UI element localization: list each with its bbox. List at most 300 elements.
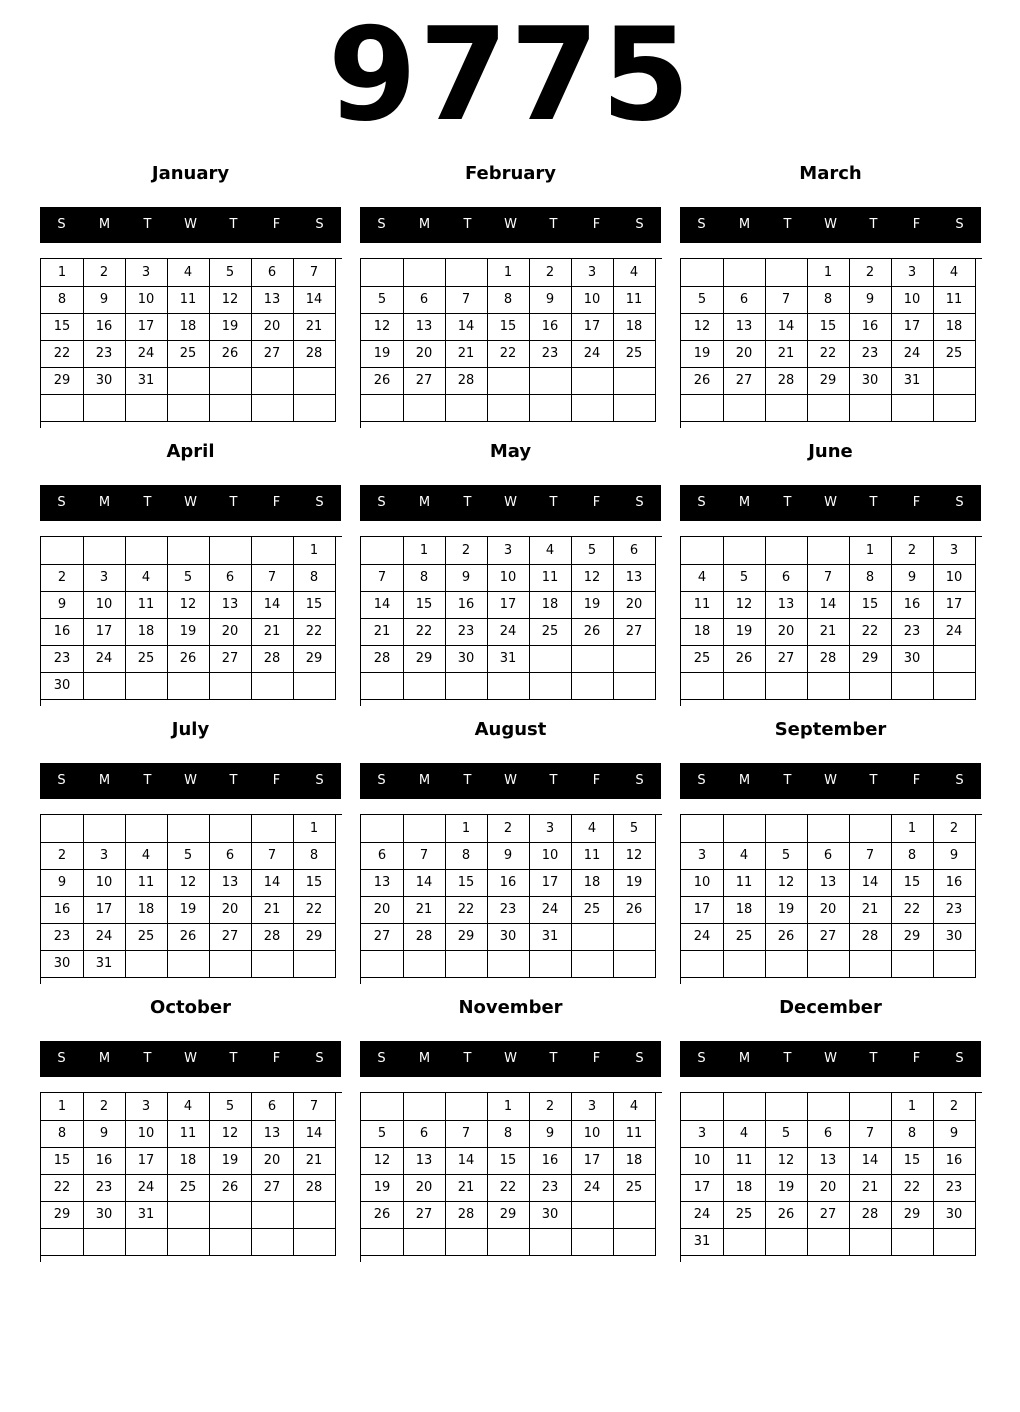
- empty-cell: [41, 537, 84, 565]
- day-cell: 8: [403, 564, 446, 592]
- day-cell: 13: [403, 313, 446, 341]
- day-cell: 13: [807, 1147, 850, 1175]
- day-cell: 8: [293, 564, 336, 592]
- day-cell: 11: [723, 1147, 766, 1175]
- day-cell: 22: [849, 618, 892, 646]
- day-cell: 21: [293, 313, 336, 341]
- day-cell: 1: [891, 815, 934, 843]
- empty-cell: [293, 672, 336, 700]
- empty-cell: [167, 1201, 210, 1229]
- day-cell: 16: [891, 591, 934, 619]
- day-cell: 7: [807, 564, 850, 592]
- day-cell: 15: [849, 591, 892, 619]
- day-cell: 19: [765, 896, 808, 924]
- weekday-label: S: [57, 495, 66, 510]
- month-march: [680, 159, 981, 429]
- day-cell: 29: [293, 923, 336, 951]
- day-cell: 1: [807, 259, 850, 287]
- day-cell: 21: [251, 896, 294, 924]
- day-cell: 9: [83, 1120, 126, 1148]
- weekday-label: T: [229, 217, 238, 232]
- weekday-label: W: [184, 217, 197, 232]
- day-cell: 30: [41, 950, 84, 978]
- day-cell: 20: [251, 1147, 294, 1175]
- day-cell: 16: [933, 1147, 976, 1175]
- weekday-label: F: [272, 217, 281, 232]
- day-cell: 7: [251, 564, 294, 592]
- day-cell: 3: [681, 842, 724, 870]
- empty-cell: [571, 950, 614, 978]
- day-cell: 28: [293, 340, 336, 368]
- empty-cell: [167, 537, 210, 565]
- day-cell: 12: [613, 842, 656, 870]
- day-cell: 26: [361, 1201, 404, 1229]
- weekday-label: S: [315, 217, 324, 232]
- empty-cell: [765, 1228, 808, 1256]
- day-cell: 5: [765, 842, 808, 870]
- day-cell: 31: [83, 950, 126, 978]
- empty-cell: [83, 1228, 126, 1256]
- day-cell: 10: [529, 842, 572, 870]
- day-cell: 26: [209, 1174, 252, 1202]
- weekday-label: T: [463, 1051, 472, 1066]
- month-november: [360, 993, 661, 1263]
- empty-cell: [681, 950, 724, 978]
- empty-cell: [361, 815, 404, 843]
- day-cell: 14: [445, 313, 488, 341]
- day-cell: 21: [445, 1174, 488, 1202]
- empty-cell: [613, 367, 656, 395]
- weekday-label: T: [549, 217, 558, 232]
- day-grid: [40, 814, 342, 984]
- weekday-label: F: [592, 773, 601, 788]
- day-cell: 9: [529, 286, 572, 314]
- day-cell: 25: [681, 645, 724, 673]
- empty-cell: [445, 672, 488, 700]
- weekday-label: S: [377, 1051, 386, 1066]
- day-cell: 8: [807, 286, 850, 314]
- day-cell: 13: [807, 869, 850, 897]
- weekday-label: W: [824, 1051, 837, 1066]
- day-cell: 26: [209, 340, 252, 368]
- day-cell: 14: [403, 869, 446, 897]
- month-name: November: [458, 997, 563, 1018]
- empty-cell: [445, 1093, 488, 1121]
- day-cell: 1: [891, 1093, 934, 1121]
- day-cell: 20: [807, 1174, 850, 1202]
- day-cell: 18: [571, 869, 614, 897]
- empty-cell: [681, 394, 724, 422]
- empty-cell: [723, 1228, 766, 1256]
- day-cell: 7: [361, 564, 404, 592]
- day-cell: 17: [571, 1147, 614, 1175]
- day-grid: [360, 258, 662, 428]
- day-cell: 21: [807, 618, 850, 646]
- day-cell: 27: [403, 367, 446, 395]
- empty-cell: [529, 672, 572, 700]
- empty-cell: [723, 537, 766, 565]
- day-cell: 17: [891, 313, 934, 341]
- empty-cell: [933, 367, 976, 395]
- day-cell: 23: [41, 923, 84, 951]
- empty-cell: [723, 1093, 766, 1121]
- day-cell: 29: [807, 367, 850, 395]
- empty-cell: [445, 259, 488, 287]
- empty-cell: [251, 672, 294, 700]
- empty-cell: [209, 950, 252, 978]
- day-cell: 5: [681, 286, 724, 314]
- day-cell: 24: [83, 645, 126, 673]
- day-cell: 17: [571, 313, 614, 341]
- weekday-label: S: [315, 495, 324, 510]
- empty-cell: [487, 394, 530, 422]
- empty-cell: [125, 1228, 168, 1256]
- day-grid: [680, 1092, 982, 1262]
- weekday-header: [360, 485, 661, 521]
- empty-cell: [723, 259, 766, 287]
- day-cell: 23: [41, 645, 84, 673]
- day-cell: 28: [293, 1174, 336, 1202]
- day-cell: 25: [613, 340, 656, 368]
- day-cell: 28: [849, 923, 892, 951]
- day-cell: 26: [167, 923, 210, 951]
- day-cell: 14: [251, 869, 294, 897]
- day-cell: 4: [125, 842, 168, 870]
- empty-cell: [849, 1228, 892, 1256]
- empty-cell: [723, 394, 766, 422]
- empty-cell: [681, 537, 724, 565]
- empty-cell: [529, 367, 572, 395]
- day-cell: 26: [681, 367, 724, 395]
- empty-cell: [361, 394, 404, 422]
- day-cell: 4: [723, 1120, 766, 1148]
- day-cell: 31: [125, 367, 168, 395]
- day-cell: 27: [613, 618, 656, 646]
- day-cell: 5: [765, 1120, 808, 1148]
- day-cell: 13: [765, 591, 808, 619]
- day-cell: 23: [529, 1174, 572, 1202]
- empty-cell: [613, 394, 656, 422]
- day-cell: 20: [807, 896, 850, 924]
- day-cell: 10: [83, 591, 126, 619]
- day-cell: 30: [891, 645, 934, 673]
- day-cell: 19: [765, 1174, 808, 1202]
- day-cell: 30: [849, 367, 892, 395]
- empty-cell: [167, 950, 210, 978]
- empty-cell: [891, 1228, 934, 1256]
- day-cell: 15: [41, 1147, 84, 1175]
- day-grid: [40, 258, 342, 428]
- empty-cell: [765, 950, 808, 978]
- weekday-label: W: [184, 495, 197, 510]
- empty-cell: [487, 367, 530, 395]
- weekday-label: T: [549, 495, 558, 510]
- day-cell: 6: [403, 1120, 446, 1148]
- weekday-header: [40, 1041, 341, 1077]
- day-cell: 30: [445, 645, 488, 673]
- weekday-label: T: [463, 773, 472, 788]
- weekday-label: W: [504, 217, 517, 232]
- day-cell: 18: [529, 591, 572, 619]
- day-cell: 6: [361, 842, 404, 870]
- day-cell: 12: [361, 1147, 404, 1175]
- empty-cell: [681, 259, 724, 287]
- weekday-label: M: [738, 217, 751, 232]
- empty-cell: [807, 1093, 850, 1121]
- weekday-label: W: [824, 217, 837, 232]
- weekday-label: F: [272, 1051, 281, 1066]
- weekday-label: F: [592, 1051, 601, 1066]
- day-cell: 20: [403, 1174, 446, 1202]
- day-cell: 27: [251, 1174, 294, 1202]
- weekday-label: W: [824, 773, 837, 788]
- empty-cell: [933, 950, 976, 978]
- day-cell: 16: [41, 896, 84, 924]
- day-cell: 19: [361, 1174, 404, 1202]
- day-cell: 27: [209, 923, 252, 951]
- day-cell: 5: [167, 842, 210, 870]
- day-cell: 2: [529, 259, 572, 287]
- empty-cell: [251, 1228, 294, 1256]
- weekday-label: T: [143, 217, 152, 232]
- day-cell: 2: [41, 564, 84, 592]
- day-cell: 9: [41, 591, 84, 619]
- empty-cell: [361, 259, 404, 287]
- empty-cell: [209, 672, 252, 700]
- day-cell: 9: [849, 286, 892, 314]
- empty-cell: [293, 1228, 336, 1256]
- day-cell: 28: [251, 923, 294, 951]
- day-cell: 1: [41, 259, 84, 287]
- day-cell: 14: [849, 869, 892, 897]
- empty-cell: [933, 645, 976, 673]
- day-cell: 12: [209, 286, 252, 314]
- empty-cell: [933, 1228, 976, 1256]
- day-cell: 9: [41, 869, 84, 897]
- day-cell: 30: [83, 367, 126, 395]
- day-cell: 22: [807, 340, 850, 368]
- day-cell: 5: [209, 1093, 252, 1121]
- month-name: April: [166, 441, 215, 462]
- weekday-label: S: [955, 217, 964, 232]
- day-cell: 12: [167, 869, 210, 897]
- day-cell: 30: [933, 923, 976, 951]
- month-july: [40, 715, 341, 985]
- day-cell: 19: [723, 618, 766, 646]
- day-cell: 8: [849, 564, 892, 592]
- day-cell: 10: [571, 1120, 614, 1148]
- weekday-label: M: [98, 495, 111, 510]
- day-cell: 23: [933, 896, 976, 924]
- empty-cell: [293, 950, 336, 978]
- month-august: [360, 715, 661, 985]
- weekday-label: S: [315, 1051, 324, 1066]
- empty-cell: [529, 394, 572, 422]
- day-cell: 7: [445, 1120, 488, 1148]
- day-cell: 17: [487, 591, 530, 619]
- empty-cell: [765, 1093, 808, 1121]
- day-cell: 16: [529, 1147, 572, 1175]
- empty-cell: [403, 672, 446, 700]
- empty-cell: [209, 537, 252, 565]
- empty-cell: [209, 815, 252, 843]
- weekday-label: S: [57, 1051, 66, 1066]
- day-cell: 22: [403, 618, 446, 646]
- weekday-header: [360, 1041, 661, 1077]
- empty-cell: [723, 672, 766, 700]
- empty-cell: [529, 950, 572, 978]
- empty-cell: [125, 394, 168, 422]
- day-cell: 30: [933, 1201, 976, 1229]
- weekday-label: F: [272, 495, 281, 510]
- day-cell: 10: [891, 286, 934, 314]
- day-cell: 24: [681, 923, 724, 951]
- day-cell: 27: [403, 1201, 446, 1229]
- day-cell: 31: [529, 923, 572, 951]
- month-april: [40, 437, 341, 707]
- month-name: July: [171, 719, 210, 740]
- day-cell: 25: [613, 1174, 656, 1202]
- day-cell: 30: [529, 1201, 572, 1229]
- weekday-label: T: [869, 495, 878, 510]
- day-cell: 27: [807, 923, 850, 951]
- day-cell: 18: [723, 1174, 766, 1202]
- weekday-label: W: [824, 495, 837, 510]
- weekday-label: T: [783, 217, 792, 232]
- day-cell: 2: [445, 537, 488, 565]
- day-cell: 23: [445, 618, 488, 646]
- weekday-label: S: [697, 1051, 706, 1066]
- day-cell: 18: [125, 618, 168, 646]
- day-cell: 14: [251, 591, 294, 619]
- day-cell: 4: [167, 1093, 210, 1121]
- day-cell: 14: [765, 313, 808, 341]
- day-cell: 26: [613, 896, 656, 924]
- empty-cell: [891, 672, 934, 700]
- day-cell: 17: [125, 1147, 168, 1175]
- weekday-label: M: [738, 1051, 751, 1066]
- day-cell: 17: [529, 869, 572, 897]
- day-cell: 22: [487, 1174, 530, 1202]
- weekday-header: [680, 1041, 981, 1077]
- empty-cell: [41, 1228, 84, 1256]
- day-cell: 5: [167, 564, 210, 592]
- day-cell: 24: [571, 1174, 614, 1202]
- weekday-label: F: [912, 1051, 921, 1066]
- empty-cell: [209, 367, 252, 395]
- day-cell: 19: [361, 340, 404, 368]
- empty-cell: [403, 815, 446, 843]
- day-cell: 16: [529, 313, 572, 341]
- day-cell: 8: [487, 1120, 530, 1148]
- day-cell: 18: [681, 618, 724, 646]
- weekday-label: T: [549, 773, 558, 788]
- day-cell: 15: [891, 1147, 934, 1175]
- empty-cell: [487, 672, 530, 700]
- empty-cell: [765, 394, 808, 422]
- day-cell: 4: [681, 564, 724, 592]
- day-cell: 25: [571, 896, 614, 924]
- day-cell: 10: [933, 564, 976, 592]
- day-cell: 22: [487, 340, 530, 368]
- day-cell: 6: [807, 842, 850, 870]
- weekday-label: T: [229, 773, 238, 788]
- day-cell: 25: [167, 340, 210, 368]
- weekday-label: T: [869, 773, 878, 788]
- empty-cell: [403, 1093, 446, 1121]
- day-cell: 17: [681, 896, 724, 924]
- day-cell: 21: [361, 618, 404, 646]
- empty-cell: [83, 537, 126, 565]
- day-cell: 14: [445, 1147, 488, 1175]
- day-cell: 10: [681, 1147, 724, 1175]
- month-name: January: [151, 163, 230, 184]
- empty-cell: [293, 1201, 336, 1229]
- day-cell: 19: [167, 896, 210, 924]
- day-cell: 24: [487, 618, 530, 646]
- empty-cell: [571, 645, 614, 673]
- day-cell: 27: [765, 645, 808, 673]
- day-cell: 10: [487, 564, 530, 592]
- weekday-label: F: [912, 217, 921, 232]
- weekday-header: [360, 763, 661, 799]
- day-cell: 21: [765, 340, 808, 368]
- day-cell: 12: [571, 564, 614, 592]
- day-cell: 24: [681, 1201, 724, 1229]
- day-cell: 29: [891, 1201, 934, 1229]
- day-cell: 12: [723, 591, 766, 619]
- day-cell: 24: [529, 896, 572, 924]
- day-cell: 19: [167, 618, 210, 646]
- day-cell: 2: [849, 259, 892, 287]
- day-cell: 22: [891, 1174, 934, 1202]
- empty-cell: [83, 394, 126, 422]
- day-cell: 29: [41, 367, 84, 395]
- day-cell: 29: [41, 1201, 84, 1229]
- day-cell: 5: [361, 286, 404, 314]
- day-cell: 23: [487, 896, 530, 924]
- day-grid: [360, 536, 662, 706]
- weekday-label: T: [869, 1051, 878, 1066]
- day-cell: 27: [807, 1201, 850, 1229]
- empty-cell: [167, 815, 210, 843]
- day-cell: 22: [445, 896, 488, 924]
- empty-cell: [293, 394, 336, 422]
- day-cell: 3: [487, 537, 530, 565]
- weekday-label: T: [143, 1051, 152, 1066]
- empty-cell: [891, 394, 934, 422]
- day-cell: 2: [41, 842, 84, 870]
- day-cell: 3: [125, 259, 168, 287]
- weekday-label: M: [738, 495, 751, 510]
- weekday-label: T: [783, 773, 792, 788]
- day-cell: 28: [251, 645, 294, 673]
- day-cell: 10: [681, 869, 724, 897]
- day-cell: 17: [125, 313, 168, 341]
- empty-cell: [251, 1201, 294, 1229]
- weekday-label: S: [635, 495, 644, 510]
- weekday-label: F: [592, 495, 601, 510]
- day-cell: 29: [445, 923, 488, 951]
- day-cell: 11: [681, 591, 724, 619]
- day-cell: 9: [445, 564, 488, 592]
- day-cell: 3: [571, 1093, 614, 1121]
- empty-cell: [613, 923, 656, 951]
- day-cell: 4: [613, 1093, 656, 1121]
- day-cell: 1: [293, 815, 336, 843]
- day-cell: 24: [125, 1174, 168, 1202]
- month-name: May: [489, 441, 532, 462]
